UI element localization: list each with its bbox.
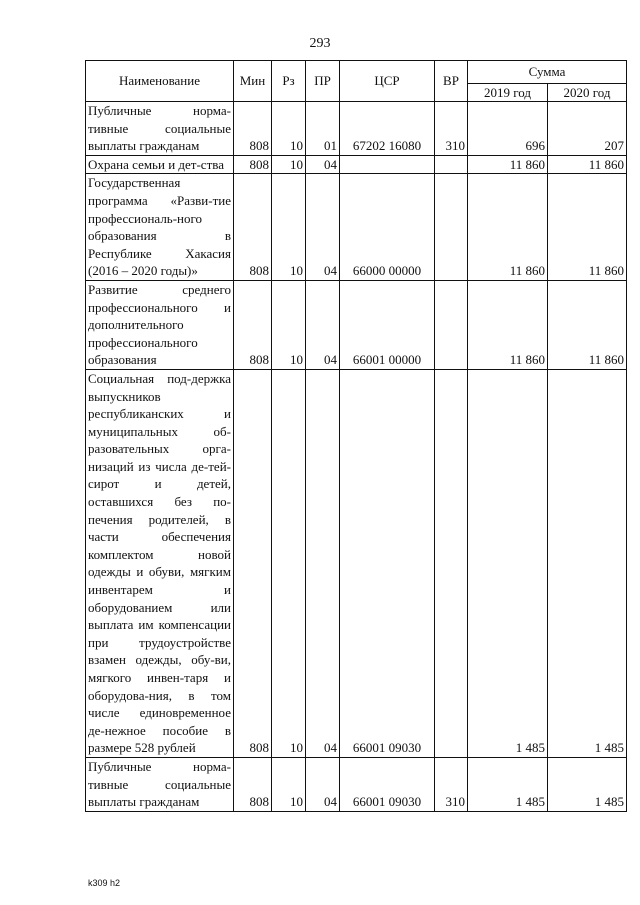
row-2020: 207: [548, 102, 627, 156]
row-rz: 10: [272, 155, 306, 174]
row-rz: 10: [272, 280, 306, 369]
row-2019: 11 860: [468, 280, 548, 369]
row-2019: 1 485: [468, 757, 548, 811]
row-2020: 1 485: [548, 757, 627, 811]
row-pr: 04: [306, 280, 340, 369]
row-vr: [435, 155, 468, 174]
footer-code: k309 h2: [88, 878, 121, 888]
row-pr: 04: [306, 155, 340, 174]
row-csr: 66000 00000: [340, 174, 435, 281]
row-min: 808: [234, 369, 272, 757]
row-pr: 01: [306, 102, 340, 156]
header-csr: ЦСР: [340, 61, 435, 102]
header-name: Наименование: [86, 61, 234, 102]
row-vr: [435, 174, 468, 281]
header-rz: Рз: [272, 61, 306, 102]
row-rz: 10: [272, 102, 306, 156]
header-pr: ПР: [306, 61, 340, 102]
row-min: 808: [234, 280, 272, 369]
row-csr: [340, 155, 435, 174]
row-csr: 66001 09030: [340, 757, 435, 811]
row-min: 808: [234, 174, 272, 281]
row-2019: 696: [468, 102, 548, 156]
row-2020: 11 860: [548, 174, 627, 281]
table-row: [86, 280, 627, 369]
row-name: Развитие среднего профессионального и дополнительного профессионального образования: [86, 280, 234, 369]
row-min: 808: [234, 757, 272, 811]
header-min: Мин: [234, 61, 272, 102]
row-2020: 11 860: [548, 155, 627, 174]
row-name: Социальная под-держка выпускников республиканских и муниципальных об-разовательных орга-низаций из числа де-тей-сирот и детей, оставшихся без по-печения родителей, в части обеспечения комплектом новой одежды и обуви, мягким инвентарем и оборудованием или выплата им компенсации при трудоустройстве взамен одежды, обу-ви, мягкого инвен-таря и оборудова-ния, в том числе единовременное де-нежное пособие в размере 528 рублей: [86, 369, 234, 757]
row-pr: 04: [306, 174, 340, 281]
table-row: [86, 102, 627, 156]
row-min: 808: [234, 102, 272, 156]
row-csr: 67202 16080: [340, 102, 435, 156]
table-row: [86, 757, 627, 811]
row-2020: 1 485: [548, 369, 627, 757]
row-2019: 1 485: [468, 369, 548, 757]
row-pr: 04: [306, 369, 340, 757]
row-name: Публичные норма-тивные социальные выплаты гражданам: [86, 757, 234, 811]
header-2019: 2019 год: [468, 84, 548, 102]
row-min: 808: [234, 155, 272, 174]
table-row: [86, 174, 627, 281]
row-2020: 11 860: [548, 280, 627, 369]
row-csr: 66001 00000: [340, 280, 435, 369]
header-2020: 2020 год: [548, 84, 627, 102]
row-name: Публичные норма-тивные социальные выплаты гражданам: [86, 102, 234, 156]
row-vr: [435, 369, 468, 757]
row-name: Государственная программа «Разви-тие профессиональ-ного образования в Республике Хакасия (2016 – 2020 годы)»: [86, 174, 234, 281]
header-sum: Сумма: [468, 61, 627, 84]
row-vr: 310: [435, 102, 468, 156]
header-vr: ВР: [435, 61, 468, 102]
row-rz: 10: [272, 369, 306, 757]
row-vr: [435, 280, 468, 369]
budget-table: [85, 60, 627, 812]
row-csr: 66001 09030: [340, 369, 435, 757]
page-number: 293: [309, 36, 331, 51]
row-2019: 11 860: [468, 174, 548, 281]
table-row: [86, 369, 627, 757]
row-rz: 10: [272, 757, 306, 811]
row-rz: 10: [272, 174, 306, 281]
row-2019: 11 860: [468, 155, 548, 174]
row-pr: 04: [306, 757, 340, 811]
row-name: Охрана семьи и дет-ства: [86, 155, 234, 174]
table-row: [86, 155, 627, 174]
row-vr: 310: [435, 757, 468, 811]
